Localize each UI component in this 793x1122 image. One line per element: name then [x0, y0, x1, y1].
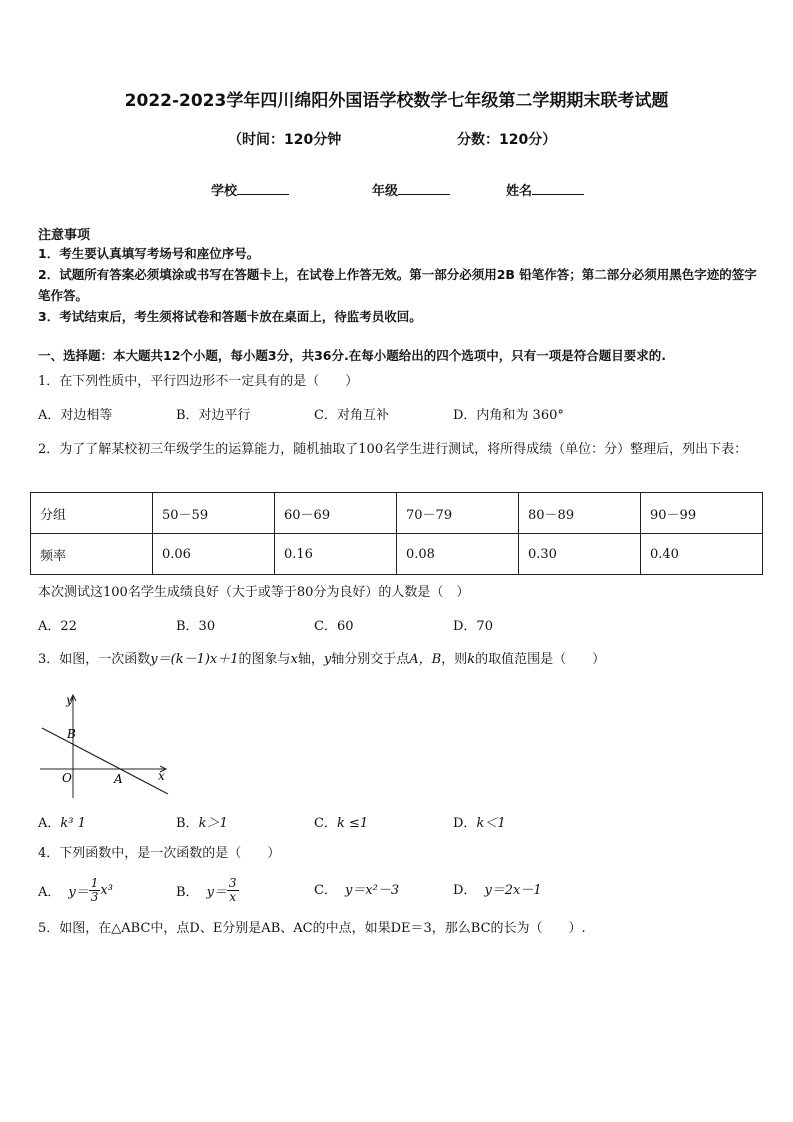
name-field — [506, 180, 584, 199]
table-cell: 80－89 — [519, 493, 641, 534]
q2-stem: 2．为了了解某校初三年级学生的运算能力，随机抽取了100名学生进行测试，将所得成绩（单位：分）整理后，列出下表： — [38, 442, 748, 457]
table-cell: 60－69 — [275, 493, 397, 534]
q1-option-b: B．对边平行 — [176, 408, 251, 423]
q3-formula: y＝(k－1)x＋1 — [150, 652, 239, 667]
name-blank — [532, 182, 584, 195]
name-label: 姓名 — [506, 184, 533, 199]
table-cell: 50－59 — [153, 493, 275, 534]
fraction-numerator: 1 — [90, 875, 99, 890]
q3-option-c — [314, 812, 368, 831]
table-cell: 分组 — [31, 493, 153, 534]
q3-y-var: y — [323, 652, 332, 667]
option-letter: A． — [38, 884, 61, 900]
table-cell: 0.30 — [519, 534, 641, 575]
q3-stem-text: ，则 — [441, 652, 468, 667]
option-expr: y＝x²－3 — [344, 883, 400, 898]
q3-graph-figure — [36, 690, 176, 800]
grade-blank — [398, 182, 450, 195]
table-cell: 0.16 — [275, 534, 397, 575]
note-item: 3．考试结束后，考生须将试卷和答题卡放在桌面上，待监考员收回。 — [38, 309, 422, 324]
table-cell: 0.06 — [153, 534, 275, 575]
q2-follow: 本次测试这100名学生成绩良好（大于或等于80分为良好）的人数是（ ） — [38, 585, 470, 600]
fraction-denominator: x — [229, 889, 237, 904]
option-expr: k ≤1 — [336, 816, 369, 831]
q1-stem: 1．在下列性质中，平行四边形不一定具有的是（ ） — [38, 374, 359, 389]
point-b-label: B — [67, 727, 76, 741]
q3-option-b — [176, 812, 228, 831]
option-letter: D． — [453, 883, 477, 898]
q1-option-c: C．对角互补 — [314, 408, 389, 423]
section-heading: 一、选择题：本大题共12个小题，每小题3分，共36分.在每小题给出的四个选项中，只有一项是符合题目要求的. — [38, 348, 666, 363]
table-cell: 0.08 — [397, 534, 519, 575]
q2-option-a: A．22 — [38, 619, 77, 634]
school-field — [211, 180, 289, 199]
q4-option-b — [176, 872, 239, 908]
q4-option-a — [38, 872, 113, 908]
option-expr: x³ — [100, 882, 113, 898]
option-letter: D． — [453, 816, 477, 831]
q3-stem — [38, 649, 763, 671]
exam-score: 分数：120分） — [457, 132, 557, 148]
q3-k-var: k — [467, 652, 476, 667]
table-cell: 70－79 — [397, 493, 519, 534]
option-expr: y＝ — [206, 884, 227, 900]
q1-option-a: A．对边相等 — [38, 408, 113, 423]
q2-option-c: C．60 — [314, 619, 354, 634]
table-cell: 0.40 — [641, 534, 763, 575]
q3-option-a — [38, 812, 86, 831]
q4-option-d — [453, 879, 542, 898]
table-row — [31, 493, 763, 534]
option-letter: C． — [314, 883, 337, 898]
option-expr: y＝ — [68, 884, 89, 900]
option-letter: A． — [38, 816, 61, 831]
q2-option-d: D．70 — [453, 619, 493, 634]
notes-heading: 注意事项 — [38, 228, 91, 243]
fraction — [89, 877, 101, 904]
table-row — [31, 534, 763, 575]
fraction — [227, 877, 239, 904]
note-item: 2．试题所有答案必须填涂或书写在答题卡上，在试卷上作答无效。第一部分必须用2B 铅笔作答；第二部分必须用黑色字迹的签字笔作答。 — [38, 267, 757, 303]
page-title: 2022-2023学年四川绵阳外国语学校数学七年级第二学期期末联考试题 — [124, 91, 669, 111]
q4-stem: 4．下列函数中，是一次函数的是（ ） — [38, 846, 281, 861]
note-item: 1．考生要认真填写考场号和座位序号。 — [38, 246, 260, 261]
q4-option-c — [314, 879, 399, 898]
school-label: 学校 — [211, 184, 238, 199]
q3-stem-text: 的图象与 — [238, 652, 291, 667]
q1-option-d: D．内角和为 360° — [453, 408, 564, 423]
fraction-numerator: 3 — [228, 875, 237, 890]
q5-stem: 5．如图，在△ABC中，点D、E分别是AB、AC的中点，如果DE＝3，那么BC的长为（ ）. — [38, 921, 586, 936]
origin-label: O — [62, 771, 72, 785]
function-line — [42, 728, 168, 794]
x-axis-label: x — [158, 769, 165, 783]
q3-stem-text: 3．如图，一次函数 — [38, 652, 151, 667]
q3-stem-text: 的取值范围是（ ） — [475, 652, 606, 667]
q2-option-b: B．30 — [176, 619, 216, 634]
q3-points: A，B — [409, 652, 442, 667]
q3-x-var: x — [290, 652, 298, 667]
y-axis-label: y — [66, 693, 73, 707]
grade-field — [372, 180, 450, 199]
exam-time: （时间：120分钟 — [228, 132, 342, 148]
option-expr: k＞1 — [198, 816, 228, 831]
frequency-table — [30, 492, 763, 575]
option-expr: k＜1 — [476, 816, 506, 831]
q3-stem-text: 轴分别交于点 — [331, 652, 410, 667]
school-blank — [237, 182, 289, 195]
grade-label: 年级 — [372, 184, 399, 199]
option-expr: k³ 1 — [60, 816, 86, 831]
option-letter: C． — [314, 816, 337, 831]
q3-stem-text: 轴， — [297, 652, 324, 667]
option-expr: y＝2x－1 — [484, 883, 542, 898]
option-letter: B． — [176, 816, 199, 831]
option-letter: B． — [176, 884, 199, 900]
table-cell: 90－99 — [641, 493, 763, 534]
q3-option-d — [453, 812, 506, 831]
fraction-denominator: 3 — [90, 889, 99, 904]
point-a-label: A — [114, 772, 123, 786]
table-cell: 频率 — [31, 534, 153, 575]
